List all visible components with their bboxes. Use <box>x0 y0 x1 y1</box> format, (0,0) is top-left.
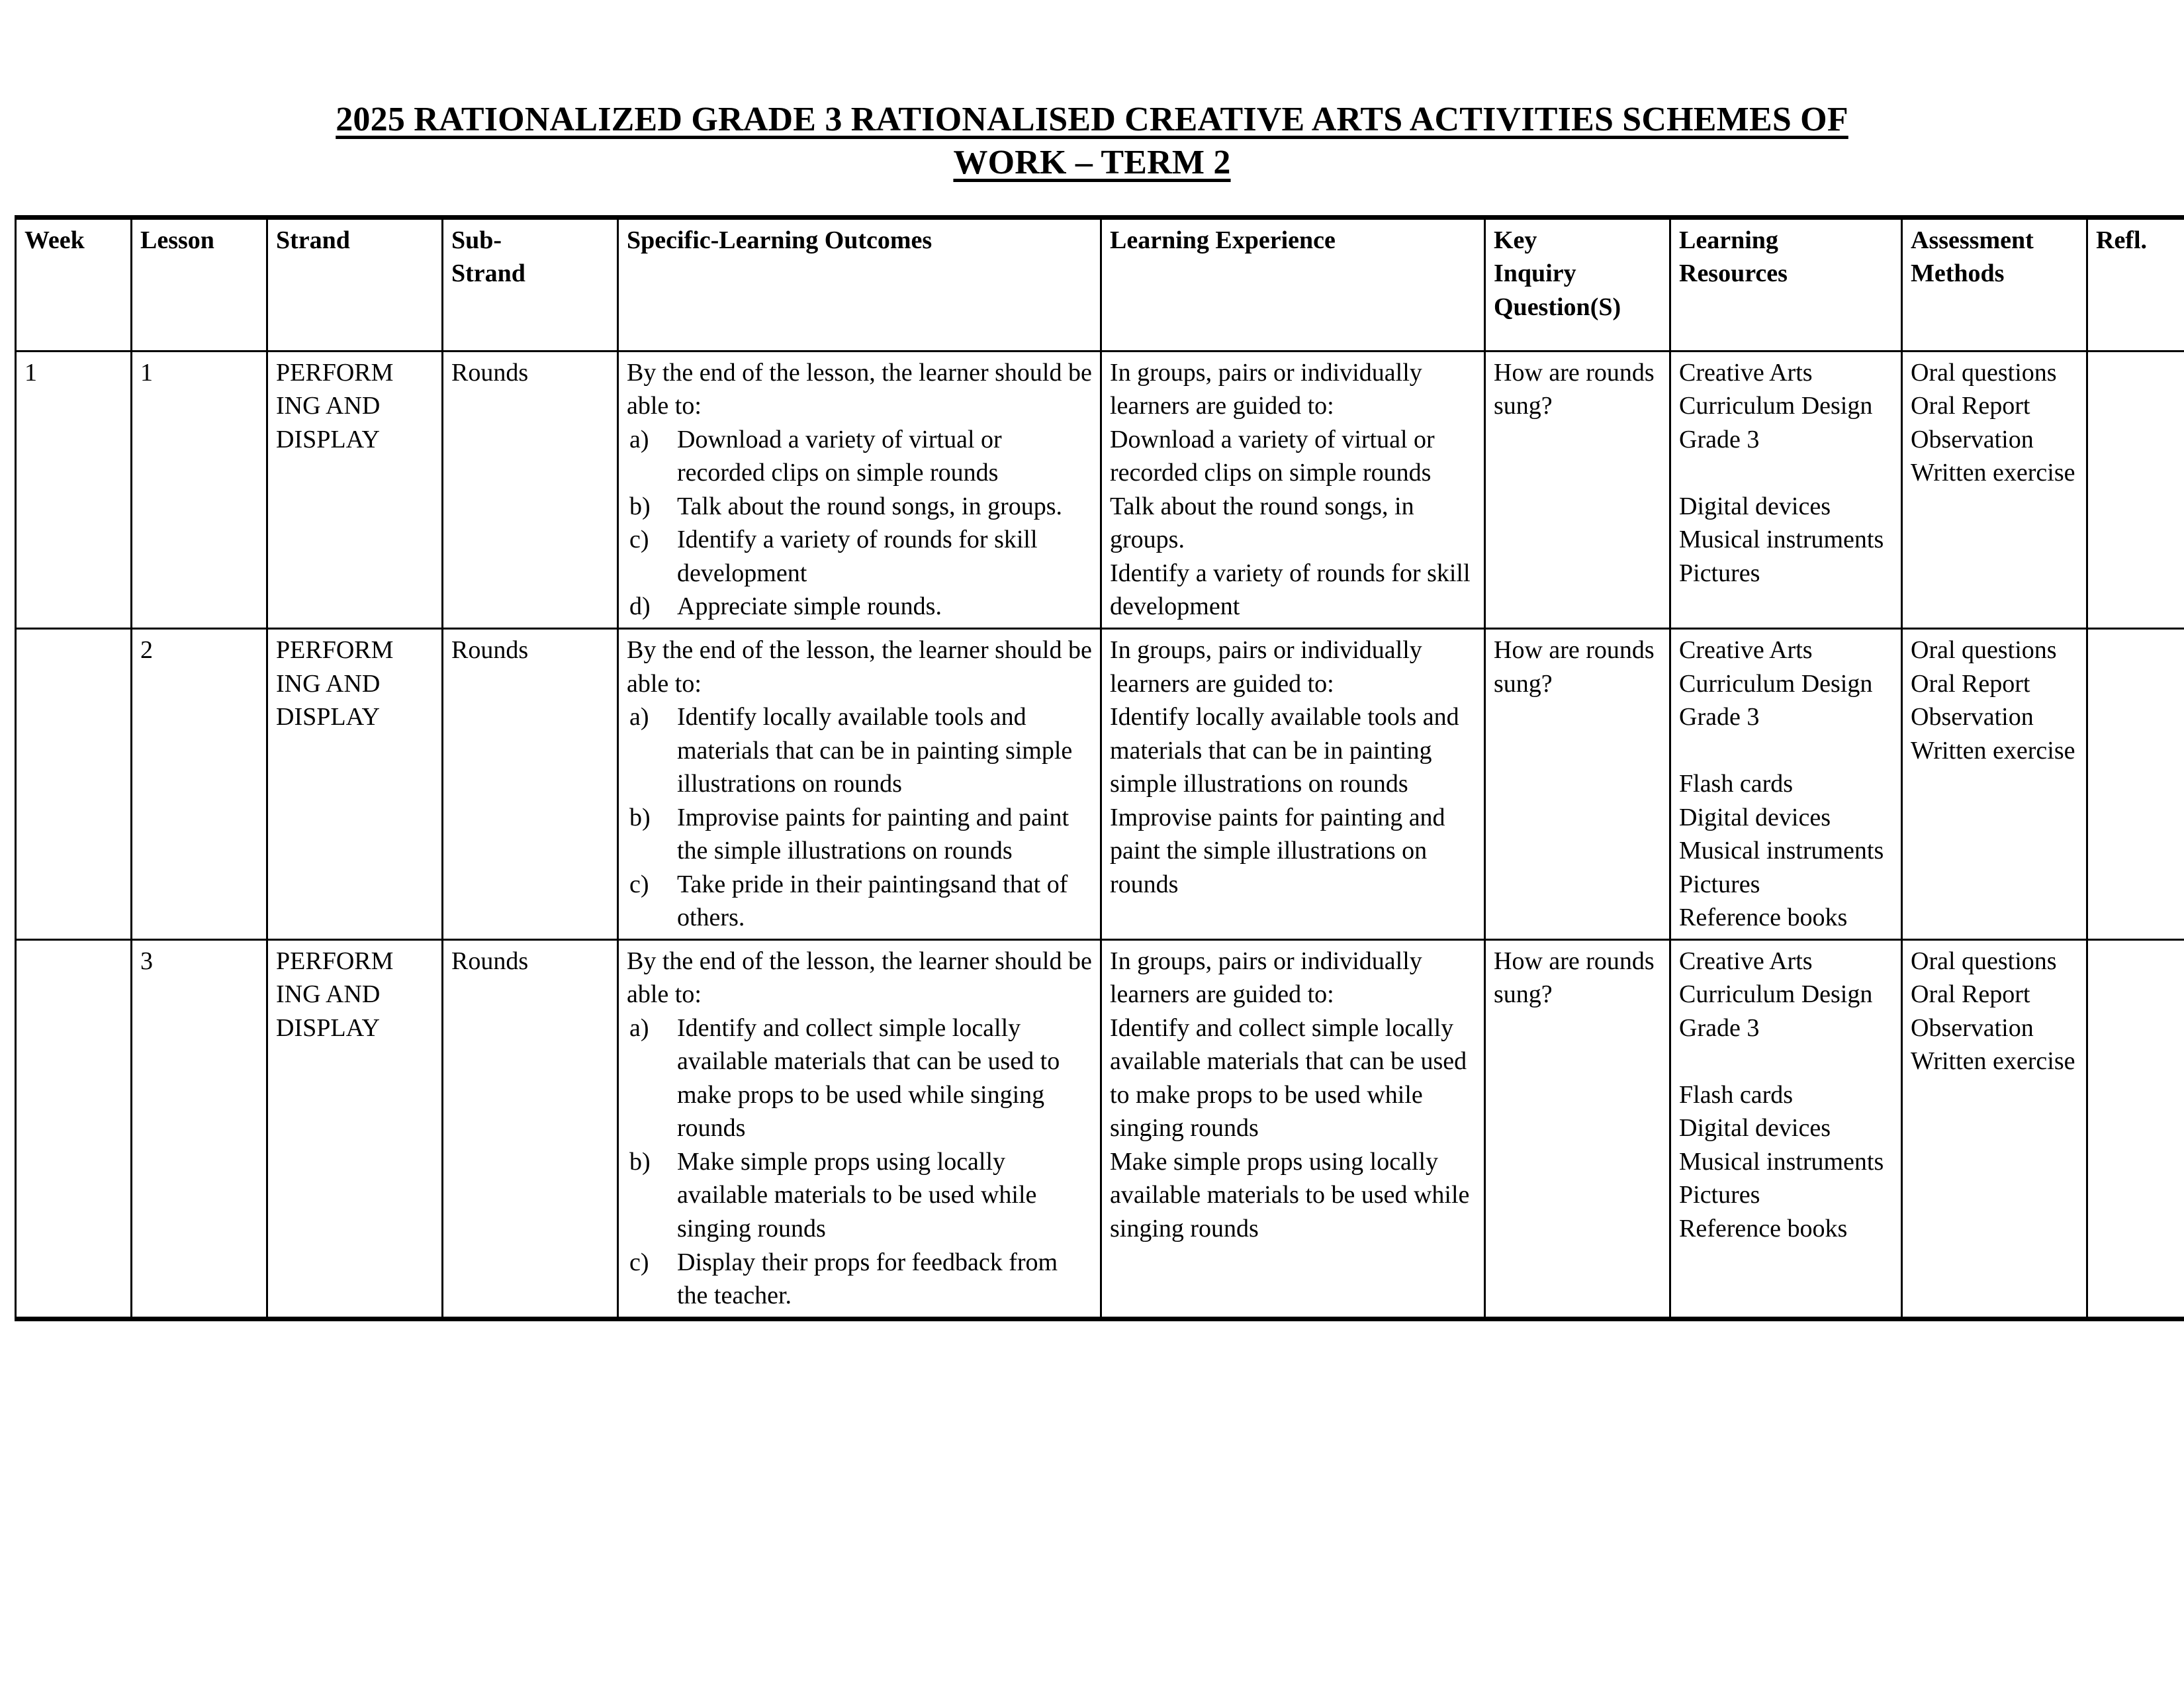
learning-resources-line: Digital devices <box>1679 803 1831 831</box>
cell-specific-learning-outcomes <box>618 351 1101 628</box>
column-header-key-inquiry-line-3: Question(S) <box>1494 293 1621 321</box>
learning-resources-line: Pictures <box>1679 559 1760 587</box>
learning-experience-line: Identify locally available tools and materials that can be in painting simple illustrations on rounds <box>1110 703 1459 798</box>
outcome-item <box>627 423 1093 490</box>
cell-specific-learning-outcomes <box>618 628 1101 939</box>
outcome-marker: a) <box>629 703 649 731</box>
table-row <box>16 628 2184 939</box>
outcome-text: Display their props for feedback from the teacher. <box>677 1248 1058 1310</box>
outcome-marker: b) <box>629 803 651 831</box>
assessment-method-line: Observation <box>1911 425 2034 453</box>
outcome-text: Take pride in their paintingsand that of others. <box>677 870 1068 932</box>
cell-learning-resources <box>1670 939 1902 1319</box>
learning-resources-spacer <box>1679 734 1894 768</box>
outcome-item <box>627 868 1093 935</box>
column-header-assessment-line-1: Assessment <box>1911 226 2034 254</box>
learning-resources-spacer <box>1679 456 1894 490</box>
column-header-assessment-methods <box>1902 217 2087 351</box>
schemes-of-work-table <box>15 215 2184 1321</box>
outcome-text: Talk about the round songs, in groups. <box>677 492 1063 520</box>
assessment-method-line: Oral questions <box>1911 635 2057 664</box>
outcome-text: Identify and collect simple locally available materials that can be used to make props to be used while singing rounds <box>677 1013 1060 1143</box>
column-header-key-inquiry-line-1: Key <box>1494 226 1537 254</box>
assessment-method-line: Oral Report <box>1911 669 2030 698</box>
outcome-item <box>627 523 1093 590</box>
learning-resources-line: Digital devices <box>1679 1114 1831 1143</box>
outcome-text: Identify a variety of rounds for skill development <box>677 526 1038 587</box>
learning-resources-line: Pictures <box>1679 870 1760 898</box>
learning-resources-line: Flash cards <box>1679 770 1794 798</box>
column-header-key-inquiry-questions <box>1485 217 1670 351</box>
strand-line-1: PERFORM <box>276 635 394 664</box>
learning-resources-line: Musical instruments <box>1679 526 1884 554</box>
learning-resources-line: Creative Arts Curriculum Design Grade 3 <box>1679 635 1873 731</box>
outcome-marker: a) <box>629 425 649 453</box>
outcome-marker: b) <box>629 492 651 520</box>
assessment-method-line: Oral questions <box>1911 947 2057 975</box>
page-title-line-2: WORK – TERM 2 <box>953 144 1231 182</box>
cell-week <box>16 939 132 1319</box>
cell-assessment-methods <box>1902 351 2087 628</box>
column-header-sub-strand-line-1: Sub- <box>451 226 502 254</box>
learning-experience-line: In groups, pairs or individually learners are guided to: <box>1110 358 1422 420</box>
cell-learning-resources <box>1670 351 1902 628</box>
learning-experience-line: Make simple props using locally available materials to be used while singing rounds <box>1110 1147 1470 1243</box>
outcome-text: Download a variety of virtual or recorded clips on simple rounds <box>677 425 1002 487</box>
strand-line-3: DISPLAY <box>276 1013 380 1042</box>
cell-learning-experience <box>1101 351 1485 628</box>
cell-sub-strand: Rounds <box>443 628 618 939</box>
table-header-row <box>16 217 2184 351</box>
learning-resources-line: Pictures <box>1679 1181 1760 1209</box>
assessment-method-line: Oral Report <box>1911 980 2030 1009</box>
cell-strand <box>267 939 443 1319</box>
assessment-method-line: Observation <box>1911 703 2034 731</box>
cell-key-inquiry-question: How are rounds sung? <box>1485 628 1670 939</box>
learning-experience-line: In groups, pairs or individually learners are guided to: <box>1110 947 1422 1009</box>
learning-experience-line: Download a variety of virtual or recorded clips on simple rounds <box>1110 425 1435 487</box>
cell-specific-learning-outcomes <box>618 939 1101 1319</box>
outcome-marker: b) <box>629 1147 651 1176</box>
cell-lesson: 1 <box>132 351 267 628</box>
learning-resources-line: Reference books <box>1679 904 1848 932</box>
assessment-method-line: Written exercise <box>1911 1047 2075 1076</box>
column-header-assessment-line-2: Methods <box>1911 259 2005 288</box>
learning-resources-line: Musical instruments <box>1679 837 1884 865</box>
assessment-method-line: Written exercise <box>1911 736 2075 765</box>
learning-experience-line: Improvise paints for painting and paint the simple illustrations on rounds <box>1110 803 1445 898</box>
table-body <box>16 351 2184 1319</box>
cell-week: 1 <box>16 351 132 628</box>
cell-learning-experience <box>1101 939 1485 1319</box>
strand-line-1: PERFORM <box>276 947 394 975</box>
assessment-method-line: Written exercise <box>1911 459 2075 487</box>
page-title-line-1: 2025 RATIONALIZED GRADE 3 RATIONALISED CREATIVE ARTS ACTIVITIES SCHEMES OF <box>336 101 1848 138</box>
column-header-learning-experience: Learning Experience <box>1101 217 1485 351</box>
outcome-item <box>627 801 1093 868</box>
column-header-learning-resources-line-2: Resources <box>1679 259 1788 288</box>
outcome-marker: c) <box>629 870 649 898</box>
outcome-item <box>627 1011 1093 1145</box>
outcome-marker: a) <box>629 1013 649 1042</box>
strand-line-3: DISPLAY <box>276 425 380 453</box>
outcome-intro: By the end of the lesson, the learner should be able to: <box>627 947 1092 1009</box>
outcome-marker: c) <box>629 526 649 554</box>
column-header-key-inquiry-line-2: Inquiry <box>1494 259 1576 288</box>
outcome-text: Identify locally available tools and materials that can be in painting simple illustrations on rounds <box>677 703 1073 798</box>
learning-resources-line: Creative Arts Curriculum Design Grade 3 <box>1679 947 1873 1042</box>
strand-line-2: ING AND <box>276 392 381 420</box>
outcome-item <box>627 590 1093 624</box>
cell-lesson: 2 <box>132 628 267 939</box>
cell-lesson: 3 <box>132 939 267 1319</box>
learning-resources-line: Flash cards <box>1679 1080 1794 1109</box>
cell-learning-experience <box>1101 628 1485 939</box>
cell-learning-resources <box>1670 628 1902 939</box>
cell-assessment-methods <box>1902 939 2087 1319</box>
outcome-item <box>627 700 1093 801</box>
outcome-text: Make simple props using locally available materials to be used while singing rounds <box>677 1147 1037 1243</box>
cell-strand <box>267 628 443 939</box>
outcome-marker: c) <box>629 1248 649 1276</box>
assessment-method-line: Oral Report <box>1911 392 2030 420</box>
cell-refl[interactable] <box>2087 351 2184 628</box>
cell-strand <box>267 351 443 628</box>
cell-sub-strand: Rounds <box>443 939 618 1319</box>
assessment-method-line: Oral questions <box>1911 358 2057 387</box>
strand-line-2: ING AND <box>276 980 381 1009</box>
outcome-item <box>627 1145 1093 1246</box>
outcome-text: Appreciate simple rounds. <box>677 592 942 621</box>
outcome-intro: By the end of the lesson, the learner should be able to: <box>627 635 1092 698</box>
learning-experience-line: Identify and collect simple locally available materials that can be used to make props to be used while singing rounds <box>1110 1013 1467 1143</box>
outcome-list <box>627 1011 1093 1313</box>
column-header-learning-resources <box>1670 217 1902 351</box>
outcome-list <box>627 700 1093 935</box>
column-header-learning-resources-line-1: Learning <box>1679 226 1778 254</box>
table-row <box>16 351 2184 628</box>
cell-refl[interactable] <box>2087 939 2184 1319</box>
learning-experience-line: Identify a variety of rounds for skill development <box>1110 559 1471 621</box>
cell-sub-strand: Rounds <box>443 351 618 628</box>
column-header-sub-strand <box>443 217 618 351</box>
learning-resources-line: Musical instruments <box>1679 1147 1884 1176</box>
learning-resources-spacer <box>1679 1045 1894 1078</box>
column-header-week: Week <box>16 217 132 351</box>
column-header-refl: Refl. <box>2087 217 2184 351</box>
outcome-marker: d) <box>629 592 651 621</box>
strand-line-2: ING AND <box>276 669 381 698</box>
table-row <box>16 939 2184 1319</box>
outcome-text: Improvise paints for painting and paint the simple illustrations on rounds <box>677 803 1069 865</box>
learning-resources-line: Digital devices <box>1679 492 1831 520</box>
page-title <box>0 0 2184 183</box>
outcome-item <box>627 1246 1093 1313</box>
learning-experience-line: Talk about the round songs, in groups. <box>1110 492 1414 554</box>
learning-resources-line: Creative Arts Curriculum Design Grade 3 <box>1679 358 1873 453</box>
column-header-specific-learning-outcomes: Specific-Learning Outcomes <box>618 217 1101 351</box>
column-header-sub-strand-line-2: Strand <box>451 259 525 288</box>
outcome-intro: By the end of the lesson, the learner should be able to: <box>627 358 1092 420</box>
cell-key-inquiry-question: How are rounds sung? <box>1485 939 1670 1319</box>
cell-refl[interactable] <box>2087 628 2184 939</box>
cell-assessment-methods <box>1902 628 2087 939</box>
strand-line-1: PERFORM <box>276 358 394 387</box>
assessment-method-line: Observation <box>1911 1013 2034 1042</box>
cell-key-inquiry-question: How are rounds sung? <box>1485 351 1670 628</box>
learning-experience-line: In groups, pairs or individually learners are guided to: <box>1110 635 1422 698</box>
column-header-strand: Strand <box>267 217 443 351</box>
column-header-lesson: Lesson <box>132 217 267 351</box>
cell-week <box>16 628 132 939</box>
strand-line-3: DISPLAY <box>276 703 380 731</box>
learning-resources-line: Reference books <box>1679 1215 1848 1243</box>
outcome-item <box>627 490 1093 524</box>
outcome-list <box>627 423 1093 624</box>
